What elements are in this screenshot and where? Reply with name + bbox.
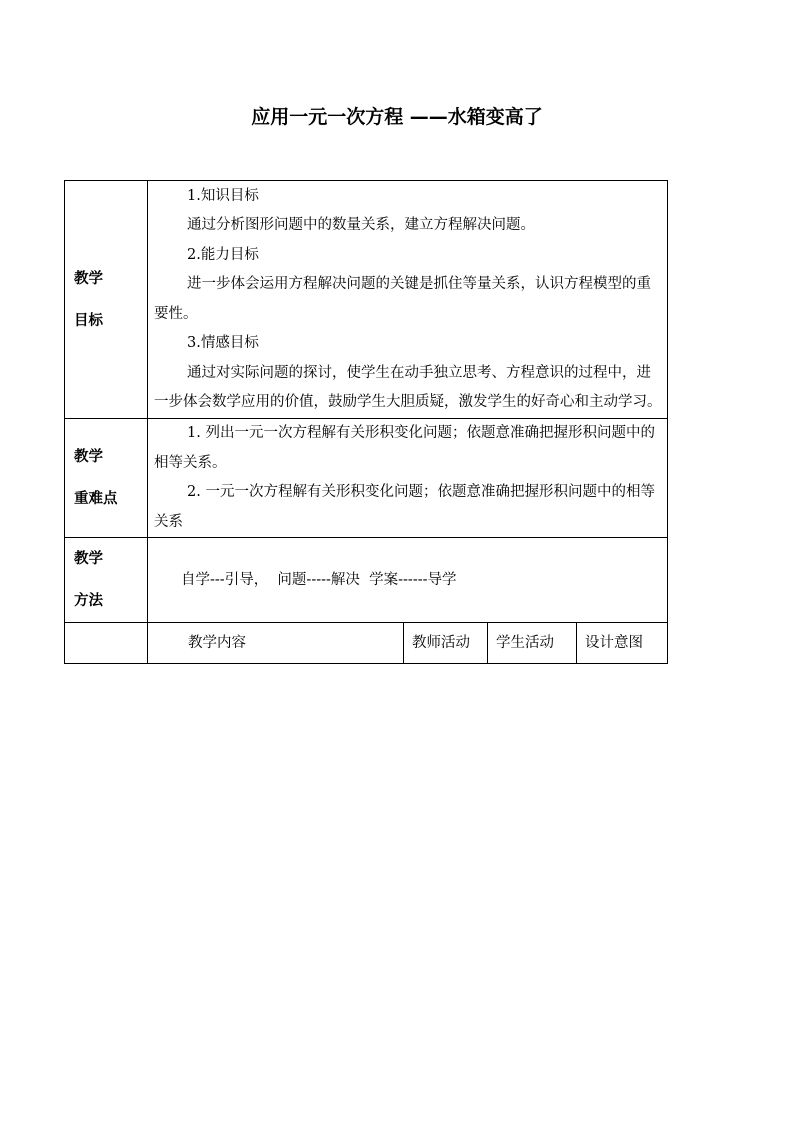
column-header-row	[65, 623, 668, 664]
objective-text: 进一步体会运用方程解决问题的关键是抓住等量关系，认识方程模型的重要性。	[154, 276, 651, 322]
key-point-item: 2. 一元一次方程解有关形积变化问题；依题意准确把握形积问题中的相等关系	[154, 484, 655, 530]
methods-row	[65, 538, 668, 623]
key-point-item: 1. 列出一元一次方程解有关形积变化问题；依题意准确把握形积问题中的相等关系。	[154, 425, 655, 471]
lesson-plan-table	[64, 180, 668, 664]
header-content: 教学内容	[148, 623, 404, 664]
key-points-content	[148, 419, 668, 538]
objectives-label	[65, 181, 148, 419]
key-points-row	[65, 419, 668, 538]
methods-text: 自学---引导， 问题-----解决 学案------导学	[181, 571, 457, 588]
methods-content	[148, 538, 668, 623]
objective-heading: 2.能力目标	[187, 246, 259, 263]
objective-heading: 3.情感目标	[187, 335, 259, 351]
objectives-label-line2: 目标	[74, 312, 103, 329]
header-student: 学生活动	[488, 623, 577, 664]
key-points-label-line2: 重难点	[74, 491, 118, 507]
objectives-row	[65, 181, 668, 419]
objectives-label-line1: 教学	[74, 270, 103, 287]
header-teacher: 教师活动	[404, 623, 488, 664]
methods-label-line2: 方法	[74, 593, 103, 609]
methods-label-line1: 教学	[74, 551, 103, 567]
methods-label	[65, 538, 148, 623]
objective-text: 通过对实际问题的探讨，使学生在动手独立思考、方程意识的过程中，进一步体会数学应用的价值，鼓励学生大胆质疑，激发学生的好奇心和主动学习。	[154, 364, 662, 410]
key-points-label-line1: 教学	[74, 449, 103, 465]
header-design: 设计意图	[577, 623, 668, 664]
empty-header-cell	[65, 623, 148, 664]
objective-heading: 1.知识目标	[187, 187, 259, 204]
key-points-label	[65, 419, 148, 538]
document-title: 应用一元一次方程 ——水箱变高了	[251, 106, 543, 128]
objectives-content	[148, 181, 668, 419]
objective-text: 通过分析图形问题中的数量关系，建立方程解决问题。	[187, 217, 535, 233]
